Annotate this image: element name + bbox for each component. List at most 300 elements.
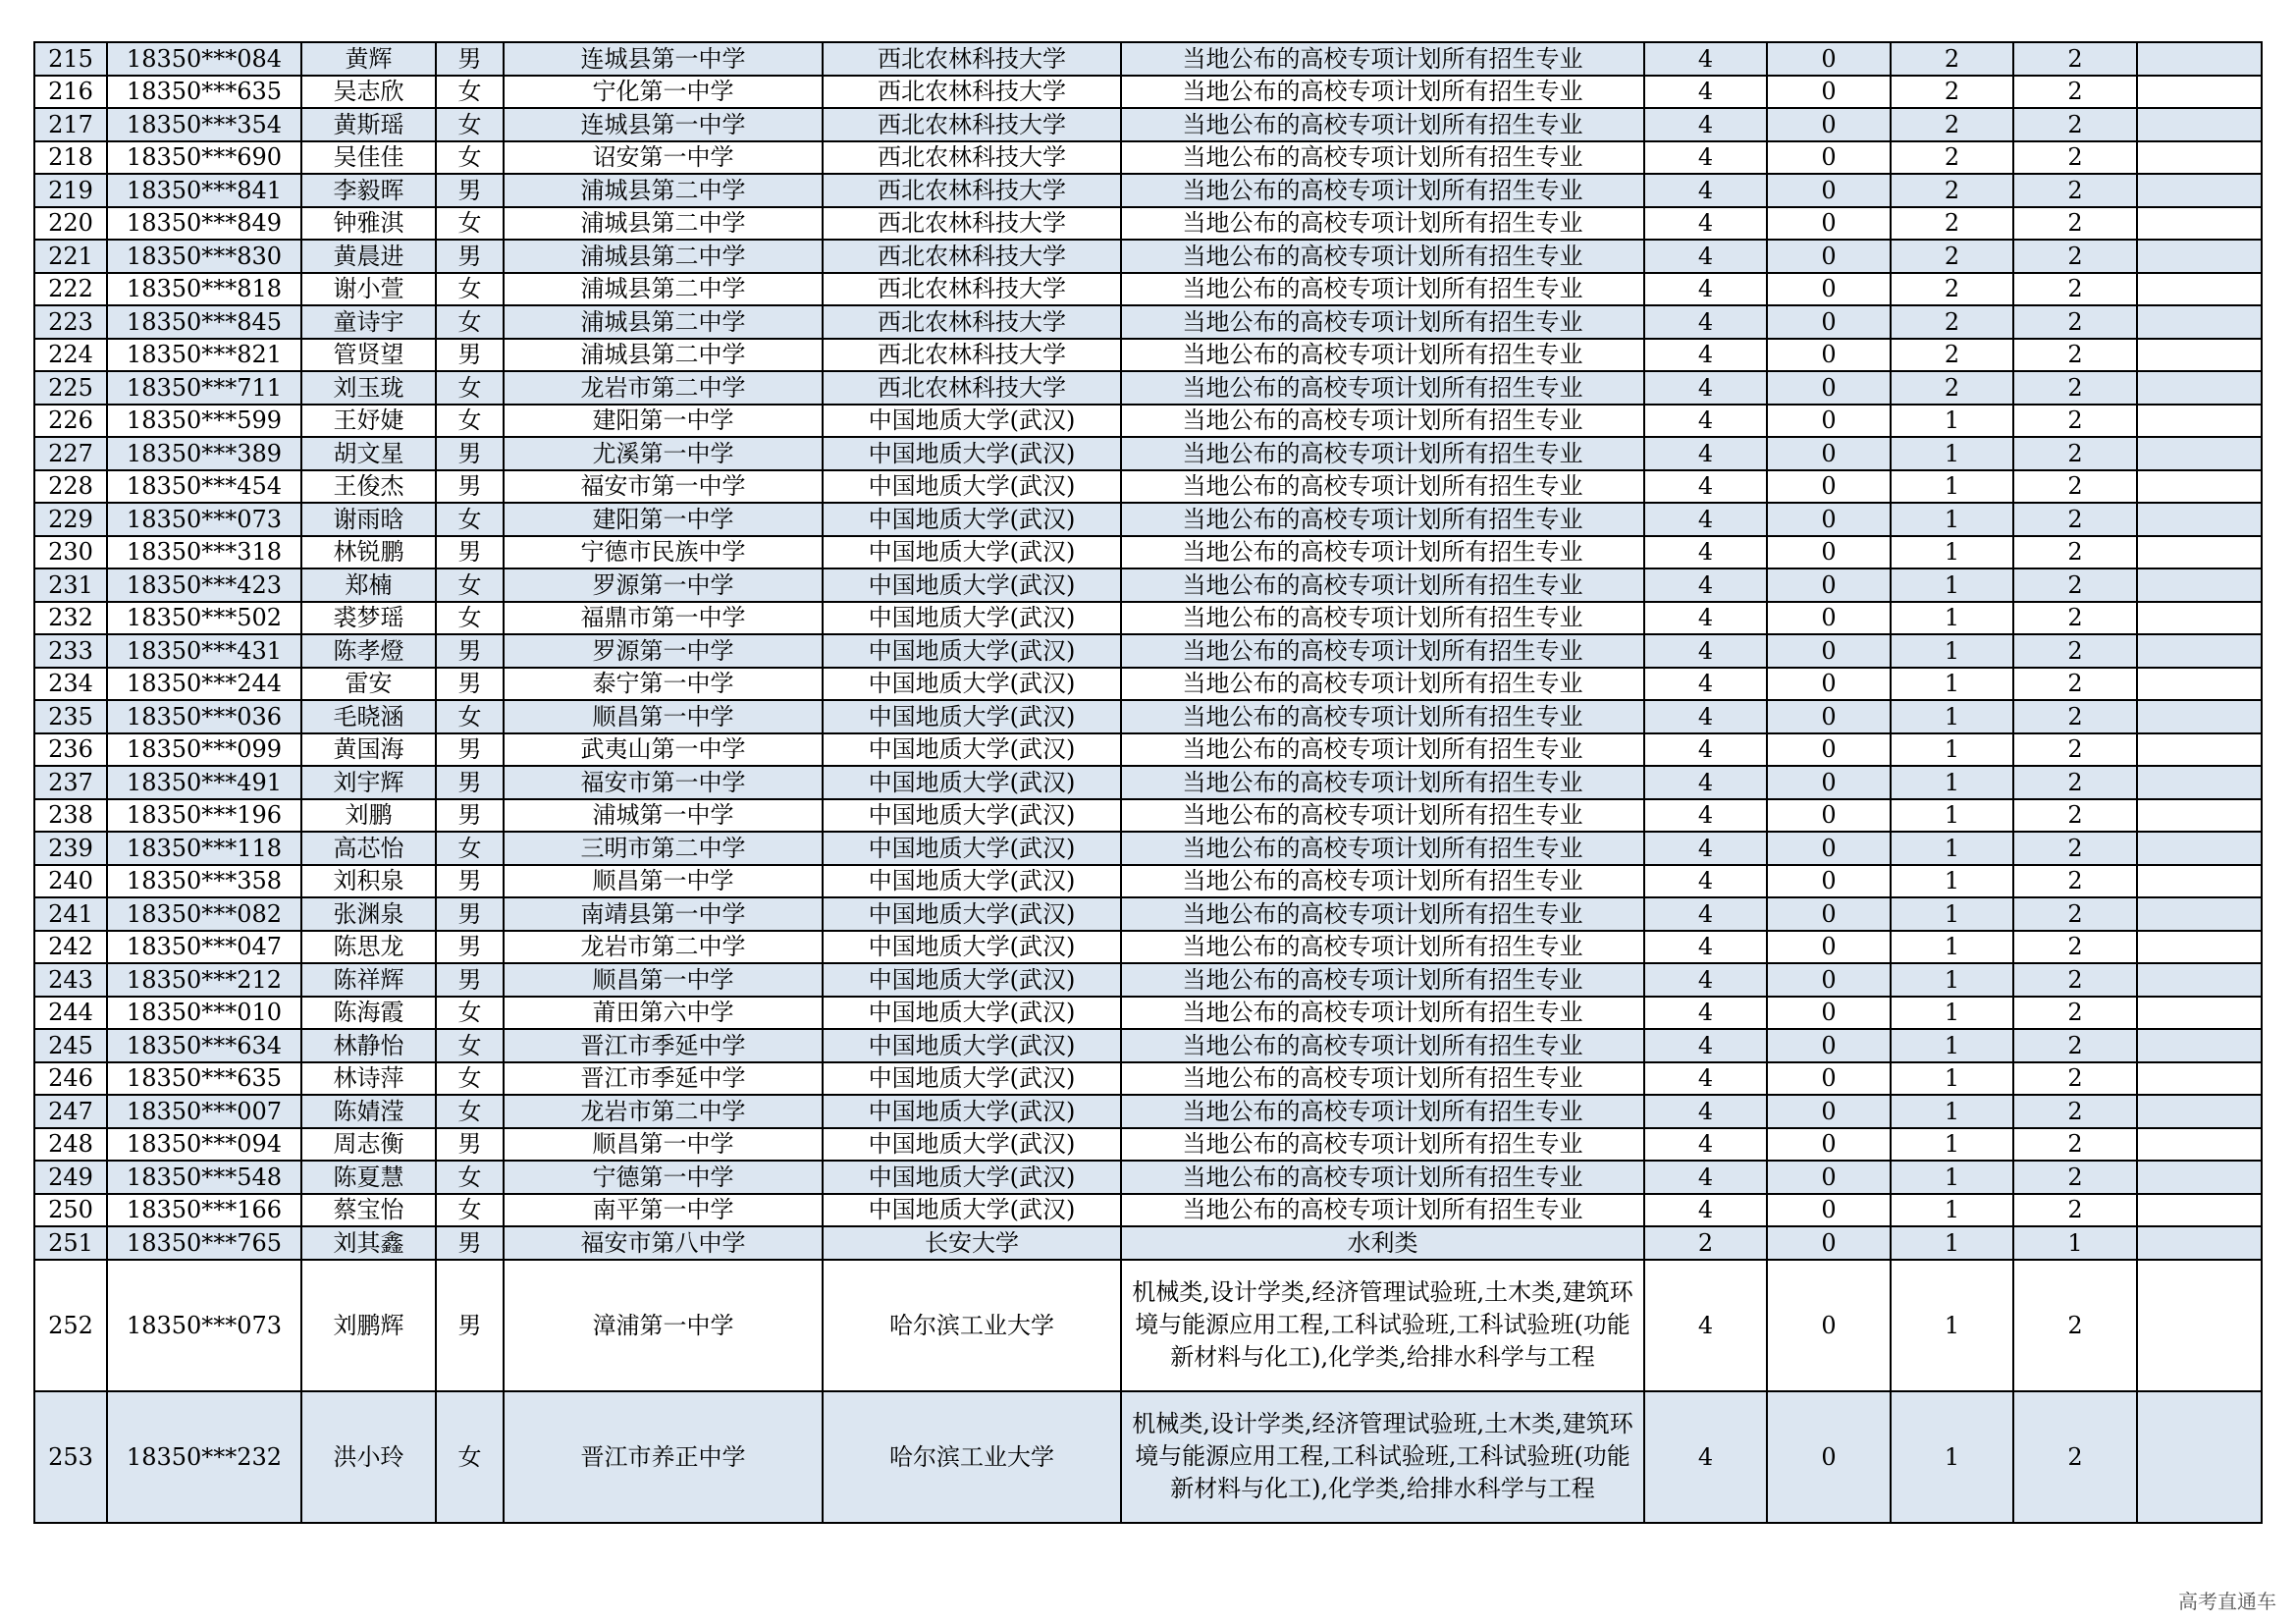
value-col-3-cell: 2 xyxy=(1891,240,2013,273)
student-name-cell: 刘玉珑 xyxy=(301,371,436,405)
student-name-cell: 刘鹏辉 xyxy=(301,1260,436,1391)
row-number-cell: 232 xyxy=(34,602,107,635)
candidate-id-cell: 18350***354 xyxy=(107,108,301,141)
university-cell: 哈尔滨工业大学 xyxy=(823,1391,1121,1523)
university-cell: 中国地质大学(武汉) xyxy=(823,437,1121,470)
gender-cell: 女 xyxy=(436,305,504,339)
gender-cell: 女 xyxy=(436,1391,504,1523)
value-col-5-cell xyxy=(2137,371,2262,405)
gender-cell: 女 xyxy=(436,1062,504,1096)
high-school-cell: 浦城第一中学 xyxy=(504,799,823,833)
student-name-cell: 张渊泉 xyxy=(301,897,436,931)
high-school-cell: 顺昌第一中学 xyxy=(504,963,823,997)
high-school-cell: 三明市第二中学 xyxy=(504,832,823,865)
row-number-cell: 226 xyxy=(34,405,107,438)
major-cell: 当地公布的高校专项计划所有招生专业 xyxy=(1121,602,1644,635)
value-col-1-cell: 2 xyxy=(1644,1226,1767,1260)
gender-cell: 女 xyxy=(436,405,504,438)
value-col-1-cell: 4 xyxy=(1644,207,1767,241)
value-col-2-cell: 0 xyxy=(1767,668,1891,701)
value-col-5-cell xyxy=(2137,700,2262,733)
high-school-cell: 建阳第一中学 xyxy=(504,503,823,536)
gender-cell: 女 xyxy=(436,273,504,306)
table-row xyxy=(34,931,2262,964)
value-col-2-cell: 0 xyxy=(1767,1194,1891,1227)
university-cell: 西北农林科技大学 xyxy=(823,305,1121,339)
high-school-cell: 晋江市季延中学 xyxy=(504,1029,823,1062)
value-col-5-cell xyxy=(2137,141,2262,175)
table-row xyxy=(34,305,2262,339)
value-col-4-cell: 2 xyxy=(2013,733,2137,767)
value-col-3-cell: 2 xyxy=(1891,174,2013,207)
university-cell: 西北农林科技大学 xyxy=(823,76,1121,109)
row-number-cell: 225 xyxy=(34,371,107,405)
value-col-1-cell: 4 xyxy=(1644,1260,1767,1391)
value-col-1-cell: 4 xyxy=(1644,108,1767,141)
value-col-4-cell: 2 xyxy=(2013,240,2137,273)
table-row xyxy=(34,1128,2262,1162)
candidate-id-cell: 18350***244 xyxy=(107,668,301,701)
value-col-5-cell xyxy=(2137,42,2262,76)
high-school-cell: 连城县第一中学 xyxy=(504,42,823,76)
high-school-cell: 诏安第一中学 xyxy=(504,141,823,175)
gender-cell: 男 xyxy=(436,339,504,372)
gender-cell: 男 xyxy=(436,536,504,569)
high-school-cell: 浦城县第二中学 xyxy=(504,240,823,273)
value-col-3-cell: 1 xyxy=(1891,963,2013,997)
high-school-cell: 宁化第一中学 xyxy=(504,76,823,109)
value-col-4-cell: 2 xyxy=(2013,1161,2137,1194)
value-col-3-cell: 1 xyxy=(1891,1062,2013,1096)
table-row xyxy=(34,700,2262,733)
university-cell: 中国地质大学(武汉) xyxy=(823,536,1121,569)
major-cell: 当地公布的高校专项计划所有招生专业 xyxy=(1121,799,1644,833)
value-col-4-cell: 1 xyxy=(2013,1226,2137,1260)
candidate-id-cell: 18350***084 xyxy=(107,42,301,76)
value-col-4-cell: 2 xyxy=(2013,1194,2137,1227)
table-row xyxy=(34,470,2262,504)
major-cell: 当地公布的高校专项计划所有招生专业 xyxy=(1121,1161,1644,1194)
candidate-id-cell: 18350***635 xyxy=(107,1062,301,1096)
gender-cell: 女 xyxy=(436,832,504,865)
row-number-cell: 229 xyxy=(34,503,107,536)
gender-cell: 女 xyxy=(436,207,504,241)
gender-cell: 男 xyxy=(436,897,504,931)
value-col-1-cell: 4 xyxy=(1644,799,1767,833)
value-col-3-cell: 1 xyxy=(1891,1029,2013,1062)
major-cell: 当地公布的高校专项计划所有招生专业 xyxy=(1121,897,1644,931)
high-school-cell: 罗源第一中学 xyxy=(504,568,823,602)
value-col-3-cell: 1 xyxy=(1891,832,2013,865)
value-col-3-cell: 1 xyxy=(1891,931,2013,964)
candidate-id-cell: 18350***099 xyxy=(107,733,301,767)
gender-cell: 女 xyxy=(436,371,504,405)
table-row xyxy=(34,141,2262,175)
table-row xyxy=(34,437,2262,470)
value-col-2-cell: 0 xyxy=(1767,832,1891,865)
value-col-5-cell xyxy=(2137,273,2262,306)
student-name-cell: 吴佳佳 xyxy=(301,141,436,175)
high-school-cell: 宁德第一中学 xyxy=(504,1161,823,1194)
row-number-cell: 241 xyxy=(34,897,107,931)
high-school-cell: 晋江市季延中学 xyxy=(504,1062,823,1096)
row-number-cell: 228 xyxy=(34,470,107,504)
candidate-id-cell: 18350***491 xyxy=(107,766,301,799)
gender-cell: 男 xyxy=(436,766,504,799)
high-school-cell: 尤溪第一中学 xyxy=(504,437,823,470)
candidate-id-cell: 18350***036 xyxy=(107,700,301,733)
high-school-cell: 福安市第一中学 xyxy=(504,470,823,504)
row-number-cell: 248 xyxy=(34,1128,107,1162)
table-row xyxy=(34,963,2262,997)
value-col-4-cell: 2 xyxy=(2013,963,2137,997)
row-number-cell: 250 xyxy=(34,1194,107,1227)
value-col-3-cell: 1 xyxy=(1891,1391,2013,1523)
value-col-4-cell: 2 xyxy=(2013,865,2137,898)
row-number-cell: 235 xyxy=(34,700,107,733)
value-col-5-cell xyxy=(2137,897,2262,931)
high-school-cell: 连城县第一中学 xyxy=(504,108,823,141)
university-cell: 中国地质大学(武汉) xyxy=(823,963,1121,997)
table-row xyxy=(34,832,2262,865)
value-col-2-cell: 0 xyxy=(1767,371,1891,405)
value-col-1-cell: 4 xyxy=(1644,42,1767,76)
value-col-1-cell: 4 xyxy=(1644,405,1767,438)
student-name-cell: 黄辉 xyxy=(301,42,436,76)
student-name-cell: 毛晓涵 xyxy=(301,700,436,733)
table-row xyxy=(34,799,2262,833)
student-name-cell: 林诗萍 xyxy=(301,1062,436,1096)
value-col-3-cell: 1 xyxy=(1891,733,2013,767)
student-name-cell: 陈婧滢 xyxy=(301,1095,436,1128)
high-school-cell: 晋江市养正中学 xyxy=(504,1391,823,1523)
value-col-3-cell: 2 xyxy=(1891,305,2013,339)
candidate-id-cell: 18350***212 xyxy=(107,963,301,997)
major-cell: 当地公布的高校专项计划所有招生专业 xyxy=(1121,405,1644,438)
gender-cell: 男 xyxy=(436,865,504,898)
high-school-cell: 漳浦第一中学 xyxy=(504,1260,823,1391)
value-col-3-cell: 1 xyxy=(1891,1260,2013,1391)
high-school-cell: 浦城县第二中学 xyxy=(504,174,823,207)
student-name-cell: 黄斯瑶 xyxy=(301,108,436,141)
university-cell: 西北农林科技大学 xyxy=(823,273,1121,306)
major-cell: 当地公布的高校专项计划所有招生专业 xyxy=(1121,42,1644,76)
candidate-id-cell: 18350***118 xyxy=(107,832,301,865)
value-col-2-cell: 0 xyxy=(1767,733,1891,767)
gender-cell: 女 xyxy=(436,568,504,602)
student-name-cell: 雷安 xyxy=(301,668,436,701)
gender-cell: 男 xyxy=(436,634,504,668)
value-col-1-cell: 4 xyxy=(1644,305,1767,339)
value-col-3-cell: 1 xyxy=(1891,503,2013,536)
value-col-4-cell: 2 xyxy=(2013,568,2137,602)
value-col-1-cell: 4 xyxy=(1644,963,1767,997)
value-col-1-cell: 4 xyxy=(1644,832,1767,865)
value-col-4-cell: 2 xyxy=(2013,897,2137,931)
value-col-1-cell: 4 xyxy=(1644,700,1767,733)
student-name-cell: 胡文星 xyxy=(301,437,436,470)
high-school-cell: 福安市第一中学 xyxy=(504,766,823,799)
value-col-3-cell: 1 xyxy=(1891,865,2013,898)
gender-cell: 女 xyxy=(436,1194,504,1227)
value-col-1-cell: 4 xyxy=(1644,997,1767,1030)
value-col-3-cell: 1 xyxy=(1891,536,2013,569)
value-col-2-cell: 0 xyxy=(1767,470,1891,504)
high-school-cell: 龙岩市第二中学 xyxy=(504,371,823,405)
value-col-3-cell: 1 xyxy=(1891,470,2013,504)
value-col-2-cell: 0 xyxy=(1767,42,1891,76)
student-name-cell: 吴志欣 xyxy=(301,76,436,109)
value-col-4-cell: 2 xyxy=(2013,668,2137,701)
row-number-cell: 239 xyxy=(34,832,107,865)
value-col-3-cell: 1 xyxy=(1891,997,2013,1030)
value-col-5-cell xyxy=(2137,668,2262,701)
high-school-cell: 顺昌第一中学 xyxy=(504,1128,823,1162)
row-number-cell: 247 xyxy=(34,1095,107,1128)
student-name-cell: 童诗宇 xyxy=(301,305,436,339)
row-number-cell: 252 xyxy=(34,1260,107,1391)
value-col-1-cell: 4 xyxy=(1644,766,1767,799)
table-row xyxy=(34,371,2262,405)
value-col-4-cell: 2 xyxy=(2013,766,2137,799)
value-col-3-cell: 1 xyxy=(1891,799,2013,833)
candidate-id-cell: 18350***690 xyxy=(107,141,301,175)
major-cell: 水利类 xyxy=(1121,1226,1644,1260)
value-col-4-cell: 2 xyxy=(2013,108,2137,141)
value-col-1-cell: 4 xyxy=(1644,1391,1767,1523)
value-col-2-cell: 0 xyxy=(1767,799,1891,833)
value-col-5-cell xyxy=(2137,76,2262,109)
student-name-cell: 周志衡 xyxy=(301,1128,436,1162)
value-col-1-cell: 4 xyxy=(1644,76,1767,109)
value-col-2-cell: 0 xyxy=(1767,405,1891,438)
candidate-id-cell: 18350***821 xyxy=(107,339,301,372)
university-cell: 中国地质大学(武汉) xyxy=(823,1062,1121,1096)
university-cell: 中国地质大学(武汉) xyxy=(823,832,1121,865)
value-col-5-cell xyxy=(2137,602,2262,635)
value-col-3-cell: 2 xyxy=(1891,141,2013,175)
table-row xyxy=(34,997,2262,1030)
gender-cell: 女 xyxy=(436,997,504,1030)
candidate-id-cell: 18350***431 xyxy=(107,634,301,668)
university-cell: 中国地质大学(武汉) xyxy=(823,1161,1121,1194)
major-cell: 当地公布的高校专项计划所有招生专业 xyxy=(1121,141,1644,175)
gender-cell: 男 xyxy=(436,733,504,767)
university-cell: 西北农林科技大学 xyxy=(823,207,1121,241)
candidate-id-cell: 18350***232 xyxy=(107,1391,301,1523)
value-col-2-cell: 0 xyxy=(1767,897,1891,931)
row-number-cell: 236 xyxy=(34,733,107,767)
university-cell: 长安大学 xyxy=(823,1226,1121,1260)
admission-table xyxy=(33,41,2263,1524)
value-col-2-cell: 0 xyxy=(1767,602,1891,635)
value-col-3-cell: 1 xyxy=(1891,1128,2013,1162)
value-col-2-cell: 0 xyxy=(1767,1161,1891,1194)
student-name-cell: 刘宇辉 xyxy=(301,766,436,799)
university-cell: 西北农林科技大学 xyxy=(823,339,1121,372)
row-number-cell: 219 xyxy=(34,174,107,207)
value-col-2-cell: 0 xyxy=(1767,634,1891,668)
row-number-cell: 246 xyxy=(34,1062,107,1096)
high-school-cell: 浦城县第二中学 xyxy=(504,305,823,339)
value-col-2-cell: 0 xyxy=(1767,963,1891,997)
gender-cell: 男 xyxy=(436,931,504,964)
value-col-5-cell xyxy=(2137,207,2262,241)
candidate-id-cell: 18350***830 xyxy=(107,240,301,273)
value-col-5-cell xyxy=(2137,997,2262,1030)
row-number-cell: 223 xyxy=(34,305,107,339)
row-number-cell: 218 xyxy=(34,141,107,175)
student-name-cell: 刘鹏 xyxy=(301,799,436,833)
major-cell: 当地公布的高校专项计划所有招生专业 xyxy=(1121,668,1644,701)
value-col-1-cell: 4 xyxy=(1644,1095,1767,1128)
major-cell: 当地公布的高校专项计划所有招生专业 xyxy=(1121,503,1644,536)
candidate-id-cell: 18350***318 xyxy=(107,536,301,569)
value-col-3-cell: 2 xyxy=(1891,207,2013,241)
student-name-cell: 陈海霞 xyxy=(301,997,436,1030)
value-col-1-cell: 4 xyxy=(1644,470,1767,504)
major-cell: 当地公布的高校专项计划所有招生专业 xyxy=(1121,108,1644,141)
value-col-4-cell: 2 xyxy=(2013,1128,2137,1162)
table-row xyxy=(34,503,2262,536)
candidate-id-cell: 18350***082 xyxy=(107,897,301,931)
table-row xyxy=(34,602,2262,635)
value-col-3-cell: 1 xyxy=(1891,766,2013,799)
candidate-id-cell: 18350***765 xyxy=(107,1226,301,1260)
table-row xyxy=(34,405,2262,438)
gender-cell: 女 xyxy=(436,1029,504,1062)
value-col-4-cell: 2 xyxy=(2013,141,2137,175)
table-row xyxy=(34,897,2262,931)
value-col-2-cell: 0 xyxy=(1767,568,1891,602)
candidate-id-cell: 18350***196 xyxy=(107,799,301,833)
student-name-cell: 管贤望 xyxy=(301,339,436,372)
value-col-2-cell: 0 xyxy=(1767,339,1891,372)
student-name-cell: 谢雨晗 xyxy=(301,503,436,536)
value-col-4-cell: 2 xyxy=(2013,1029,2137,1062)
value-col-2-cell: 0 xyxy=(1767,108,1891,141)
gender-cell: 女 xyxy=(436,1161,504,1194)
student-name-cell: 林静怡 xyxy=(301,1029,436,1062)
row-number-cell: 215 xyxy=(34,42,107,76)
major-cell: 当地公布的高校专项计划所有招生专业 xyxy=(1121,963,1644,997)
value-col-1-cell: 4 xyxy=(1644,437,1767,470)
value-col-5-cell xyxy=(2137,1161,2262,1194)
student-name-cell: 刘积泉 xyxy=(301,865,436,898)
university-cell: 中国地质大学(武汉) xyxy=(823,766,1121,799)
student-name-cell: 黄国海 xyxy=(301,733,436,767)
value-col-2-cell: 0 xyxy=(1767,931,1891,964)
high-school-cell: 福安市第八中学 xyxy=(504,1226,823,1260)
candidate-id-cell: 18350***047 xyxy=(107,931,301,964)
table-row xyxy=(34,1095,2262,1128)
row-number-cell: 240 xyxy=(34,865,107,898)
table-row xyxy=(34,240,2262,273)
value-col-5-cell xyxy=(2137,568,2262,602)
table-row xyxy=(34,1194,2262,1227)
gender-cell: 男 xyxy=(436,1260,504,1391)
value-col-1-cell: 4 xyxy=(1644,668,1767,701)
candidate-id-cell: 18350***010 xyxy=(107,997,301,1030)
value-col-3-cell: 2 xyxy=(1891,371,2013,405)
value-col-2-cell: 0 xyxy=(1767,1391,1891,1523)
table-row xyxy=(34,1029,2262,1062)
major-cell: 当地公布的高校专项计划所有招生专业 xyxy=(1121,437,1644,470)
gender-cell: 女 xyxy=(436,602,504,635)
student-name-cell: 蔡宝怡 xyxy=(301,1194,436,1227)
gender-cell: 男 xyxy=(436,240,504,273)
gender-cell: 女 xyxy=(436,141,504,175)
student-name-cell: 林锐鹏 xyxy=(301,536,436,569)
value-col-1-cell: 4 xyxy=(1644,897,1767,931)
table-row xyxy=(34,733,2262,767)
value-col-4-cell: 2 xyxy=(2013,76,2137,109)
value-col-1-cell: 4 xyxy=(1644,602,1767,635)
value-col-1-cell: 4 xyxy=(1644,141,1767,175)
candidate-id-cell: 18350***094 xyxy=(107,1128,301,1162)
value-col-4-cell: 2 xyxy=(2013,273,2137,306)
value-col-1-cell: 4 xyxy=(1644,503,1767,536)
value-col-5-cell xyxy=(2137,832,2262,865)
gender-cell: 男 xyxy=(436,1226,504,1260)
value-col-3-cell: 1 xyxy=(1891,897,2013,931)
gender-cell: 女 xyxy=(436,503,504,536)
row-number-cell: 237 xyxy=(34,766,107,799)
value-col-5-cell xyxy=(2137,1095,2262,1128)
gender-cell: 男 xyxy=(436,174,504,207)
value-col-4-cell: 2 xyxy=(2013,1391,2137,1523)
candidate-id-cell: 18350***849 xyxy=(107,207,301,241)
value-col-2-cell: 0 xyxy=(1767,273,1891,306)
table-row xyxy=(34,865,2262,898)
value-col-1-cell: 4 xyxy=(1644,1029,1767,1062)
value-col-3-cell: 1 xyxy=(1891,1095,2013,1128)
value-col-4-cell: 2 xyxy=(2013,437,2137,470)
high-school-cell: 浦城县第二中学 xyxy=(504,339,823,372)
gender-cell: 男 xyxy=(436,668,504,701)
table-row xyxy=(34,108,2262,141)
value-col-3-cell: 1 xyxy=(1891,1226,2013,1260)
candidate-id-cell: 18350***358 xyxy=(107,865,301,898)
value-col-5-cell xyxy=(2137,1128,2262,1162)
university-cell: 中国地质大学(武汉) xyxy=(823,568,1121,602)
university-cell: 西北农林科技大学 xyxy=(823,108,1121,141)
value-col-1-cell: 4 xyxy=(1644,339,1767,372)
value-col-1-cell: 4 xyxy=(1644,733,1767,767)
row-number-cell: 231 xyxy=(34,568,107,602)
value-col-5-cell xyxy=(2137,1260,2262,1391)
candidate-id-cell: 18350***454 xyxy=(107,470,301,504)
row-number-cell: 222 xyxy=(34,273,107,306)
value-col-2-cell: 0 xyxy=(1767,174,1891,207)
row-number-cell: 230 xyxy=(34,536,107,569)
value-col-5-cell xyxy=(2137,470,2262,504)
university-cell: 哈尔滨工业大学 xyxy=(823,1260,1121,1391)
value-col-4-cell: 2 xyxy=(2013,470,2137,504)
university-cell: 中国地质大学(武汉) xyxy=(823,897,1121,931)
value-col-4-cell: 2 xyxy=(2013,305,2137,339)
row-number-cell: 217 xyxy=(34,108,107,141)
value-col-4-cell: 2 xyxy=(2013,832,2137,865)
table-body xyxy=(34,42,2262,1523)
university-cell: 中国地质大学(武汉) xyxy=(823,700,1121,733)
value-col-4-cell: 2 xyxy=(2013,799,2137,833)
university-cell: 西北农林科技大学 xyxy=(823,371,1121,405)
high-school-cell: 顺昌第一中学 xyxy=(504,865,823,898)
gender-cell: 女 xyxy=(436,108,504,141)
value-col-1-cell: 4 xyxy=(1644,865,1767,898)
row-number-cell: 242 xyxy=(34,931,107,964)
